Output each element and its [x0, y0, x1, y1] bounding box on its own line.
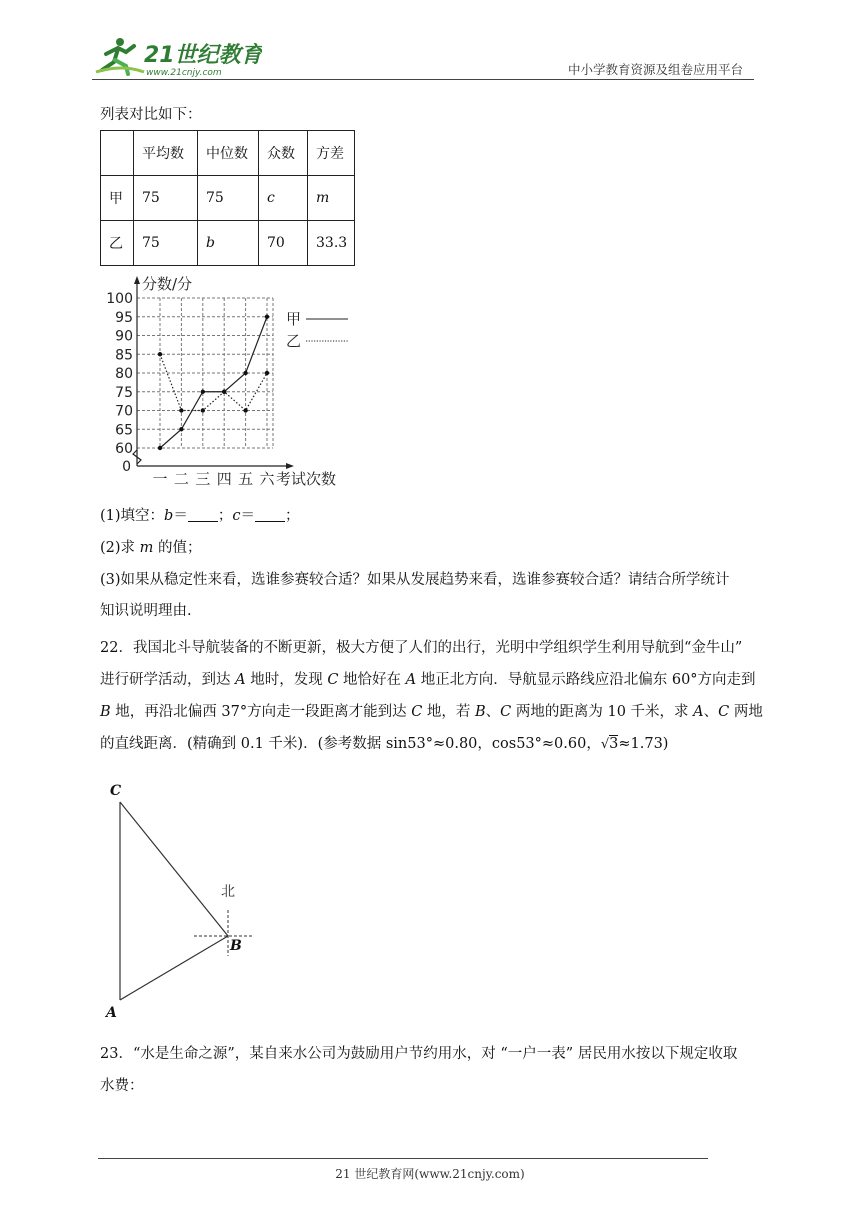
table-cell: 75	[134, 176, 198, 221]
table-row	[101, 176, 355, 221]
x-axis-title: 考试次数	[275, 470, 337, 488]
x-tick-label: 三	[195, 470, 211, 488]
legend-label: 乙	[286, 332, 302, 350]
x-tick-label: 六	[259, 470, 275, 488]
data-point	[265, 315, 269, 319]
segment-ab	[120, 936, 228, 1000]
y-tick-label: 85	[115, 347, 133, 364]
label-a: A	[106, 1005, 117, 1021]
data-point	[222, 390, 226, 394]
series-line-2	[160, 354, 267, 410]
logo-url: www.21cnjy.com	[146, 68, 222, 78]
score-line-chart	[100, 272, 370, 494]
legend-label: 甲	[286, 310, 302, 328]
label-c: C	[110, 783, 122, 799]
platform-name: 中小学教育资源及组卷应用平台	[568, 62, 744, 77]
y-tick-label: 90	[115, 328, 133, 345]
data-point	[243, 371, 247, 375]
x-tick-label: 五	[238, 470, 254, 488]
x-tick-label: 一	[152, 470, 168, 488]
q22-line3: B 地，再沿北偏西 37°方向走一段距离才能到达 C 地，若 B、C 两地的距离为 10 千米，求 A、C 两地	[100, 704, 763, 720]
answer-blank-c[interactable]	[255, 507, 285, 522]
y-tick-label: 70	[115, 403, 133, 420]
q21-part1: (1)填空：b＝ ；c＝ ；	[100, 508, 300, 524]
table-row-label: 甲	[101, 176, 134, 221]
table-cell: b	[198, 221, 259, 266]
comparison-table	[100, 130, 355, 266]
data-point	[201, 390, 205, 394]
intro-text: 列表对比如下：	[100, 107, 202, 123]
table-header-cell: 方差	[308, 131, 355, 176]
y-tick-label: 60	[115, 441, 133, 457]
table-header-cell: 众数	[259, 131, 308, 176]
q22-line4: 的直线距离．(精确到 0.1 千米)．(参考数据 sin53°≈0.80，cos53°≈0.60，√3≈1.73)	[100, 736, 669, 752]
series-line-1	[160, 317, 267, 448]
data-point	[265, 371, 269, 375]
sqrt-symbol: √	[600, 737, 610, 752]
table-header-cell: 平均数	[134, 131, 198, 176]
table-cell: 75	[198, 176, 259, 221]
table-cell: c	[259, 176, 308, 221]
q22-line1: 22．我国北斗导航装备的不断更新，极大方便了人们的出行，光明中学组织学生利用导航到“金牛山”	[100, 640, 743, 656]
table-cell	[101, 131, 134, 176]
x-tick-label: 二	[173, 470, 189, 488]
data-point	[158, 446, 162, 450]
footer-divider	[98, 1158, 708, 1159]
data-point	[179, 408, 183, 412]
x-axis-arrow	[286, 463, 294, 469]
table-header-row	[101, 131, 355, 176]
data-point	[179, 427, 183, 431]
sqrt-radicand: 3	[609, 736, 619, 752]
y-axis-title: 分数/分	[142, 275, 193, 293]
q22-line2: 进行研学活动，到达 A 地时，发现 C 地恰好在 A 地正北方向．导航显示路线应沿北偏东 60°方向走到	[100, 672, 756, 688]
y-tick-label: 0	[122, 459, 131, 475]
runner-logo-icon	[96, 38, 144, 74]
q23-line1: 23．“水是生命之源”，某自来水公司为鼓励用户节约用水，对 “一户一表” 居民用水按以下规定收取	[100, 1046, 738, 1062]
triangle-diagram	[100, 778, 270, 1022]
q21-part2: (2)求 m 的值；	[100, 540, 202, 556]
q21-part3-line1: (3)如果从稳定性来看，选谁参赛较合适？如果从发展趋势来看，选谁参赛较合适？请结合所学统计	[100, 572, 730, 588]
data-point	[201, 408, 205, 412]
table-row-label: 乙	[101, 221, 134, 266]
answer-blank-b[interactable]	[188, 507, 218, 522]
y-tick-label: 80	[115, 366, 133, 382]
q21-part3-line2: 知识说明理由.	[100, 603, 192, 619]
table-header-cell: 中位数	[198, 131, 259, 176]
y-tick-label: 75	[115, 384, 133, 401]
header-divider	[92, 79, 754, 80]
table-cell: 75	[134, 221, 198, 266]
label-north: 北	[221, 884, 235, 900]
data-point	[158, 352, 162, 356]
table-cell: m	[308, 176, 355, 221]
site-logo	[92, 34, 262, 78]
label-b: B	[230, 938, 242, 954]
segment-cb	[120, 802, 228, 936]
y-tick-label: 65	[115, 422, 133, 439]
logo-text: 21世纪教育	[144, 43, 262, 68]
x-tick-label: 四	[216, 470, 232, 488]
table-cell: 70	[259, 221, 308, 266]
table-row	[101, 221, 355, 266]
table-cell: 33.3	[308, 221, 355, 266]
q23-line2: 水费：	[100, 1078, 144, 1094]
y-tick-label: 100	[106, 291, 133, 307]
footer-text: 21 世纪教育网(www.21cnjy.com)	[335, 1167, 525, 1181]
y-axis-arrow	[134, 276, 140, 284]
y-tick-label: 95	[115, 309, 133, 326]
data-point	[243, 408, 247, 412]
